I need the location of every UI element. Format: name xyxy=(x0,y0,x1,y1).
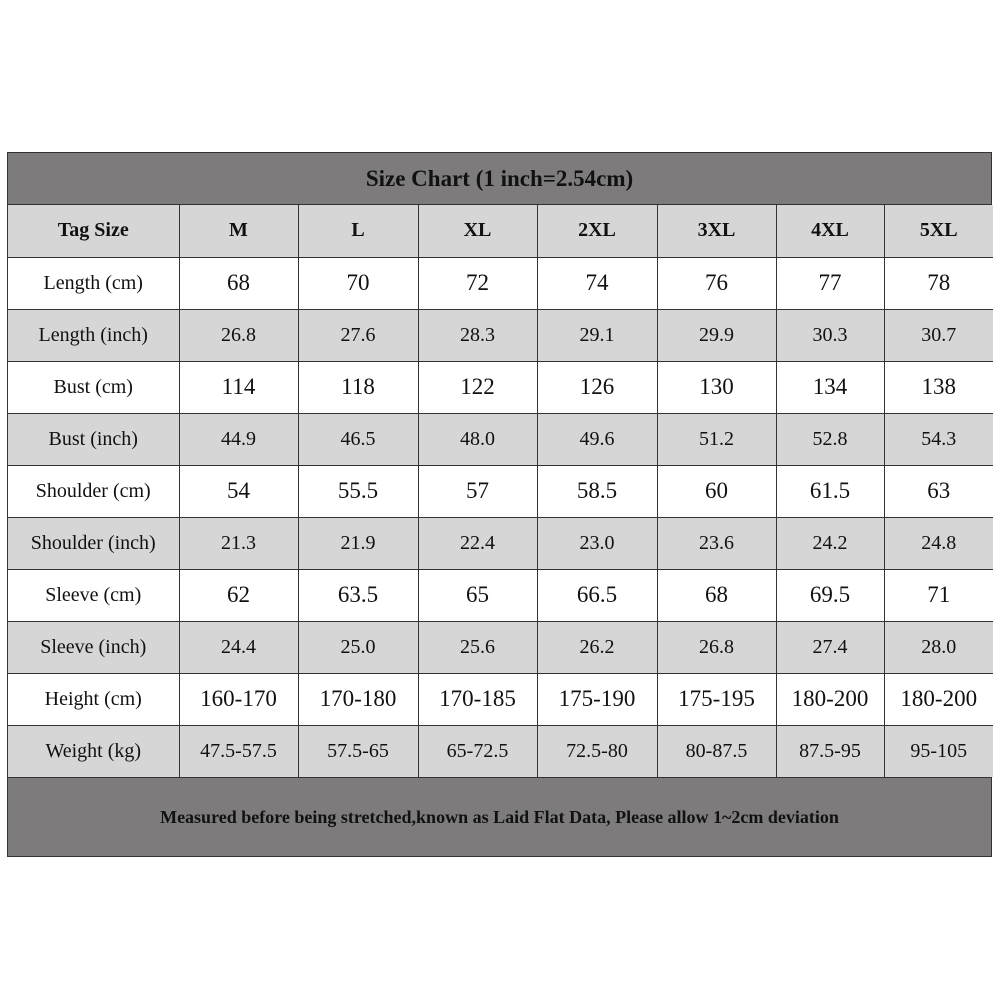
table-cell: 72 xyxy=(418,257,537,309)
row-label: Bust (inch) xyxy=(8,413,179,465)
table-cell: 54.3 xyxy=(884,413,993,465)
table-cell: 27.6 xyxy=(298,309,418,361)
table-cell: 118 xyxy=(298,361,418,413)
table-cell: 22.4 xyxy=(418,517,537,569)
table-cell: 29.1 xyxy=(537,309,657,361)
table-cell: 58.5 xyxy=(537,465,657,517)
row-label: Bust (cm) xyxy=(8,361,179,413)
table-cell: 27.4 xyxy=(776,621,884,673)
table-cell: 68 xyxy=(657,569,776,621)
table-cell: 63 xyxy=(884,465,993,517)
table-cell: 60 xyxy=(657,465,776,517)
table-row xyxy=(8,465,993,517)
size-header: L xyxy=(298,205,418,257)
footer-note: Measured before being stretched,known as Laid Flat Data, Please allow 1~2cm deviation xyxy=(8,777,991,856)
table-cell: 65-72.5 xyxy=(418,725,537,777)
table-cell: 30.7 xyxy=(884,309,993,361)
table-cell: 48.0 xyxy=(418,413,537,465)
row-label: Weight (kg) xyxy=(8,725,179,777)
table-cell: 57 xyxy=(418,465,537,517)
table-cell: 77 xyxy=(776,257,884,309)
table-cell: 54 xyxy=(179,465,298,517)
table-row xyxy=(8,725,993,777)
table-row xyxy=(8,309,993,361)
table-cell: 61.5 xyxy=(776,465,884,517)
table-cell: 25.6 xyxy=(418,621,537,673)
table-cell: 78 xyxy=(884,257,993,309)
table-cell: 44.9 xyxy=(179,413,298,465)
table-row xyxy=(8,413,993,465)
size-header: 3XL xyxy=(657,205,776,257)
table-cell: 160-170 xyxy=(179,673,298,725)
size-chart xyxy=(7,152,992,857)
table-cell: 175-195 xyxy=(657,673,776,725)
table-cell: 134 xyxy=(776,361,884,413)
table-cell: 70 xyxy=(298,257,418,309)
table-cell: 28.0 xyxy=(884,621,993,673)
table-cell: 122 xyxy=(418,361,537,413)
row-label: Length (cm) xyxy=(8,257,179,309)
table-cell: 69.5 xyxy=(776,569,884,621)
size-header: 5XL xyxy=(884,205,993,257)
table-cell: 72.5-80 xyxy=(537,725,657,777)
table-cell: 24.8 xyxy=(884,517,993,569)
table-row xyxy=(8,569,993,621)
table-cell: 24.2 xyxy=(776,517,884,569)
table-cell: 76 xyxy=(657,257,776,309)
table-cell: 28.3 xyxy=(418,309,537,361)
table-cell: 23.6 xyxy=(657,517,776,569)
table-cell: 52.8 xyxy=(776,413,884,465)
table-cell: 71 xyxy=(884,569,993,621)
table-cell: 170-180 xyxy=(298,673,418,725)
table-cell: 130 xyxy=(657,361,776,413)
size-table xyxy=(8,205,993,777)
table-cell: 180-200 xyxy=(884,673,993,725)
table-cell: 24.4 xyxy=(179,621,298,673)
table-cell: 51.2 xyxy=(657,413,776,465)
table-cell: 26.8 xyxy=(657,621,776,673)
table-cell: 21.3 xyxy=(179,517,298,569)
row-label: Sleeve (cm) xyxy=(8,569,179,621)
table-cell: 87.5-95 xyxy=(776,725,884,777)
header-row xyxy=(8,205,993,257)
table-cell: 180-200 xyxy=(776,673,884,725)
size-header: 4XL xyxy=(776,205,884,257)
size-chart-title: Size Chart (1 inch=2.54cm) xyxy=(8,153,991,205)
table-cell: 65 xyxy=(418,569,537,621)
table-cell: 170-185 xyxy=(418,673,537,725)
table-cell: 26.2 xyxy=(537,621,657,673)
table-cell: 47.5-57.5 xyxy=(179,725,298,777)
table-cell: 25.0 xyxy=(298,621,418,673)
table-cell: 30.3 xyxy=(776,309,884,361)
table-row xyxy=(8,517,993,569)
table-cell: 66.5 xyxy=(537,569,657,621)
table-cell: 63.5 xyxy=(298,569,418,621)
size-header: 2XL xyxy=(537,205,657,257)
table-cell: 55.5 xyxy=(298,465,418,517)
size-header: M xyxy=(179,205,298,257)
table-cell: 29.9 xyxy=(657,309,776,361)
size-header: XL xyxy=(418,205,537,257)
table-cell: 57.5-65 xyxy=(298,725,418,777)
row-label: Height (cm) xyxy=(8,673,179,725)
table-cell: 23.0 xyxy=(537,517,657,569)
table-cell: 74 xyxy=(537,257,657,309)
table-cell: 175-190 xyxy=(537,673,657,725)
table-row xyxy=(8,673,993,725)
table-cell: 46.5 xyxy=(298,413,418,465)
tag-size-header: Tag Size xyxy=(8,205,179,257)
table-cell: 126 xyxy=(537,361,657,413)
table-row xyxy=(8,257,993,309)
table-cell: 138 xyxy=(884,361,993,413)
table-cell: 80-87.5 xyxy=(657,725,776,777)
row-label: Length (inch) xyxy=(8,309,179,361)
table-cell: 68 xyxy=(179,257,298,309)
table-row xyxy=(8,621,993,673)
table-cell: 62 xyxy=(179,569,298,621)
table-cell: 114 xyxy=(179,361,298,413)
row-label: Shoulder (cm) xyxy=(8,465,179,517)
table-cell: 49.6 xyxy=(537,413,657,465)
table-cell: 26.8 xyxy=(179,309,298,361)
table-row xyxy=(8,361,993,413)
table-cell: 21.9 xyxy=(298,517,418,569)
table-cell: 95-105 xyxy=(884,725,993,777)
row-label: Sleeve (inch) xyxy=(8,621,179,673)
row-label: Shoulder (inch) xyxy=(8,517,179,569)
